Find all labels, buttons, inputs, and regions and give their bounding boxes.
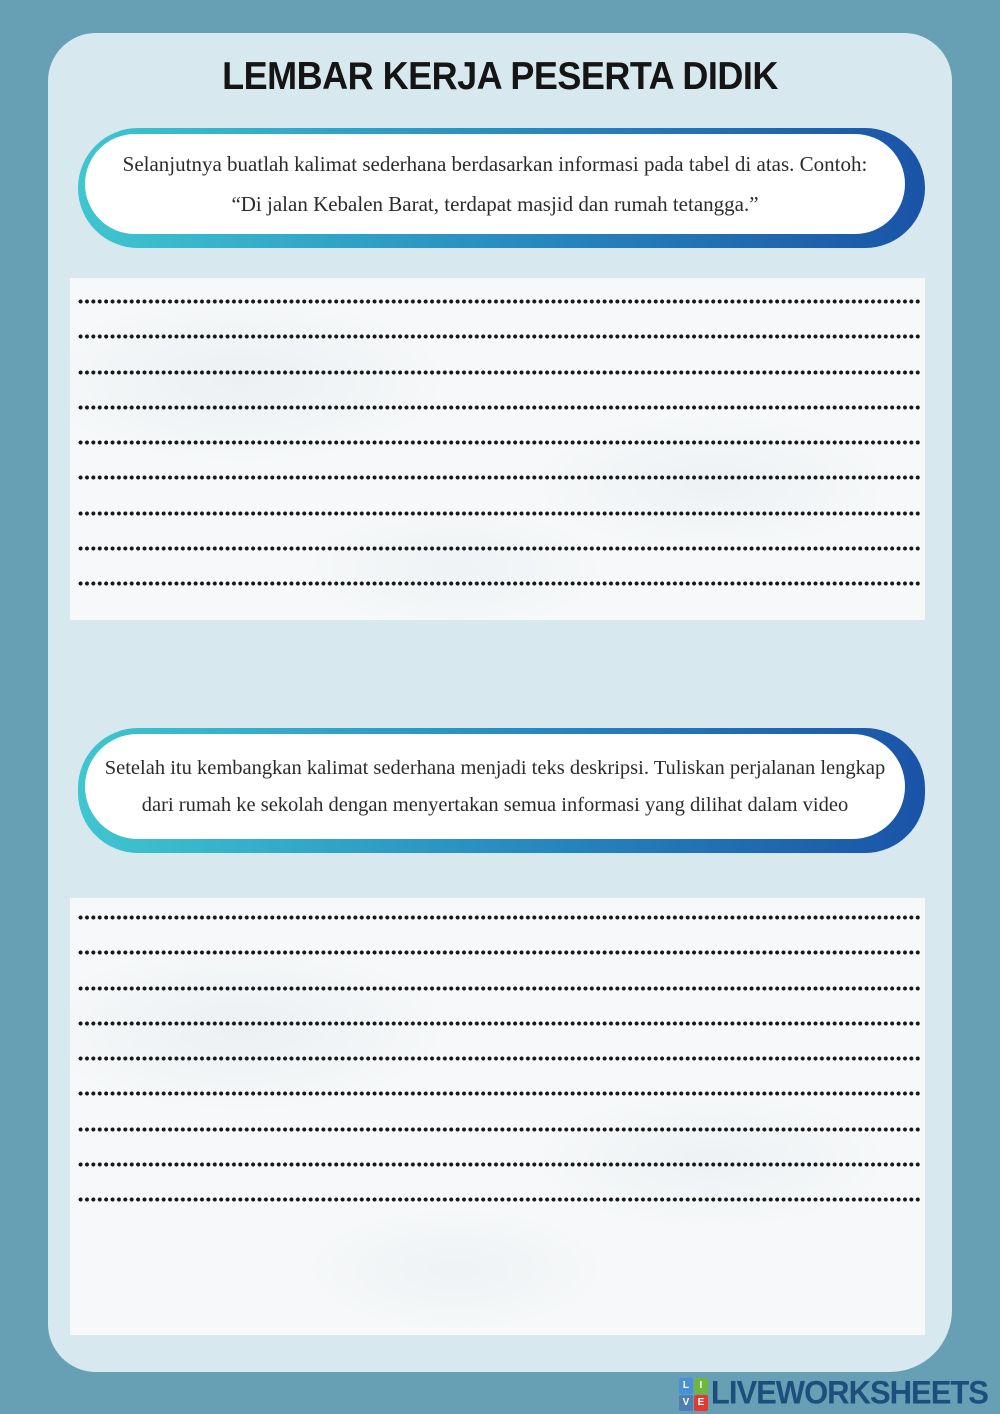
dotted-line[interactable] <box>78 299 921 304</box>
dotted-line[interactable] <box>78 511 921 516</box>
liveworksheets-logo-icon <box>679 1378 708 1411</box>
worksheet-card <box>48 33 952 1372</box>
dotted-line[interactable] <box>78 1056 921 1061</box>
liveworksheets-brand-text: LIVEWORKSHEETS <box>710 1374 988 1411</box>
dotted-line[interactable] <box>78 1091 921 1096</box>
instruction-box-1-inner <box>85 134 905 234</box>
logo-letter-l: L <box>679 1378 693 1394</box>
writing-area-1[interactable] <box>70 278 925 620</box>
dotted-line[interactable] <box>78 334 921 339</box>
instruction-box-2 <box>78 728 925 853</box>
dotted-line[interactable] <box>78 1162 921 1167</box>
dotted-lines-group-2 <box>78 915 921 1202</box>
logo-letter-e: E <box>694 1395 708 1411</box>
instruction-box-2-inner <box>85 734 905 839</box>
dotted-line[interactable] <box>78 915 921 920</box>
page-title: LEMBAR KERJA PESERTA DIDIK <box>222 53 778 98</box>
logo-letter-v: V <box>679 1395 693 1411</box>
dotted-line[interactable] <box>78 546 921 551</box>
dotted-line[interactable] <box>78 1021 921 1026</box>
dotted-line[interactable] <box>78 475 921 480</box>
dotted-line[interactable] <box>78 581 921 586</box>
dotted-line[interactable] <box>78 950 921 955</box>
logo-letter-i: I <box>694 1378 708 1394</box>
writing-area-2[interactable] <box>70 898 925 1335</box>
dotted-line[interactable] <box>78 405 921 410</box>
dotted-line[interactable] <box>78 370 921 375</box>
instruction-2-text: Setelah itu kembangkan kalimat sederhana menjadi teks deskripsi. Tuliskan perjalanan lengkap dari rumah ke sekolah dengan menyertakan semua informasi yang dilihat dalam video <box>104 756 886 816</box>
instruction-1-text: Selanjutnya buatlah kalimat sederhana berdasarkan informasi pada tabel di atas. Contoh: “Di jalan Kebalen Barat, terdapat masjid dan rumah tetangga.” <box>122 152 868 216</box>
dotted-line[interactable] <box>78 986 921 991</box>
dotted-lines-group-1 <box>78 299 921 586</box>
instruction-box-1 <box>78 128 925 248</box>
dotted-line[interactable] <box>78 440 921 445</box>
dotted-line[interactable] <box>78 1127 921 1132</box>
footer-bar <box>0 1372 1000 1414</box>
dotted-line[interactable] <box>78 1197 921 1202</box>
